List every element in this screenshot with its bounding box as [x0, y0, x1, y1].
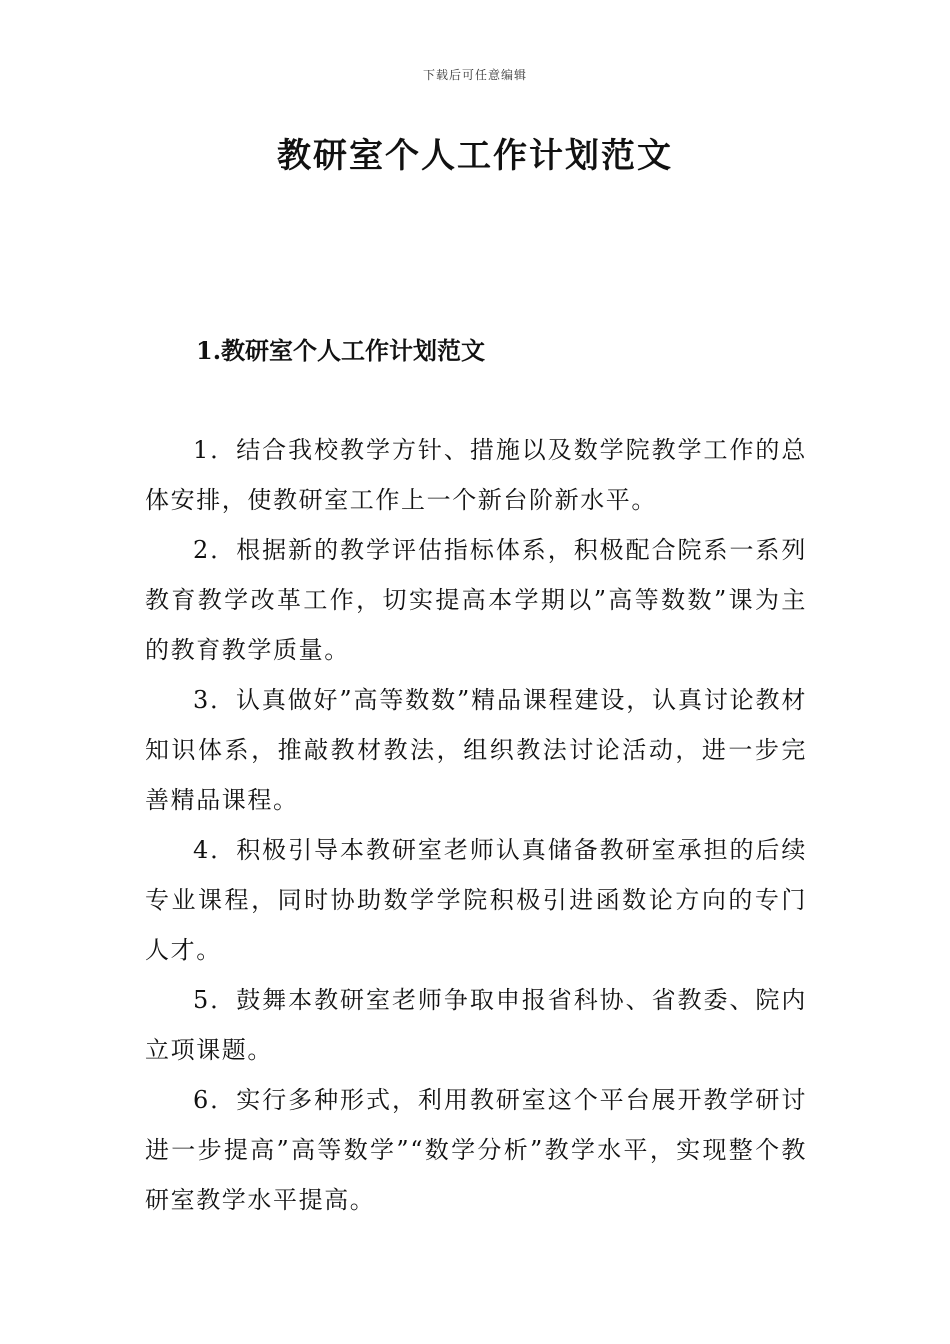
paragraph-3: 3．认真做好”高等数数”精品课程建设，认真讨论教材知识体系，推敲教材教法，组织教法讨论活动，进一步完善精品课程。 [145, 686, 807, 814]
paragraph-2: 2．根据新的教学评估指标体系，积极配合院系一系列教育教学改革工作，切实提高本学期以”高等数数”课为主的教育教学质量。 [145, 536, 807, 664]
document-body [145, 425, 807, 1225]
header-note: 下载后可任意编辑 [422, 68, 527, 82]
section-heading: 1.教研室个人工作计划范文 [196, 336, 486, 365]
paragraph-4: 4．积极引导本教研室老师认真储备教研室承担的后续专业课程，同时协助数学学院积极引进函数论方向的专门人才。 [145, 836, 807, 964]
paragraph-6: 6．实行多种形式，利用教研室这个平台展开教学研讨进一步提高”高等数学”“数学分析”教学水平，实现整个教研室教学水平提高。 [145, 1086, 807, 1214]
document-title: 教研室个人工作计划范文 [277, 136, 673, 176]
paragraph-1: 1．结合我校教学方针、措施以及数学院教学工作的总体安排，使教研室工作上一个新台阶新水平。 [145, 436, 807, 514]
paragraph-5: 5．鼓舞本教研室老师争取申报省科协、省教委、院内立项课题。 [145, 986, 807, 1064]
